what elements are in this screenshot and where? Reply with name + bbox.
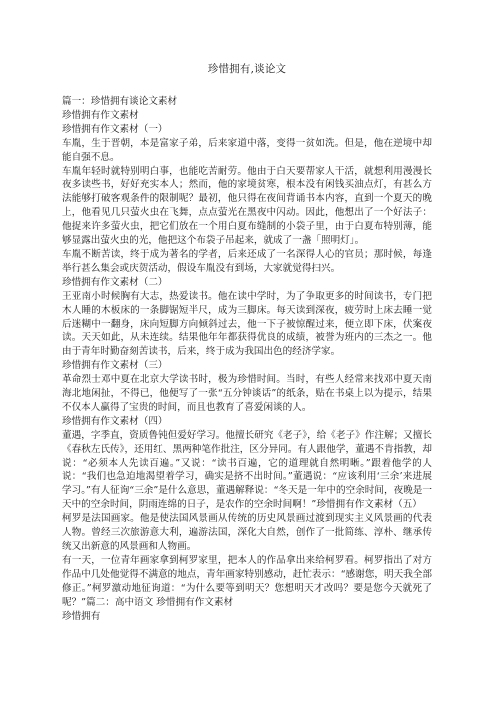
heading-line: 珍惜拥有作文素材（三） xyxy=(62,360,168,372)
paragraph: 车胤年轻时就特别明白事，也能吃苦耐劳。他由于白天要帮家人干活，就想利用漫漫长夜多读些书，好好充实本人；然而，他的家境贫寒，根本没有闲钱买油点灯，有甚么方法能够打破客观条件的限制呢？最初，他只得在夜间背诵书本内容，直到一个夏天的晚上，他看见几只萤火虫在飞舞，点点萤光在黑夜中闪动。因此，他想出了一个好法子：他捉来许多萤火虫，把它们放在一个用白夏布缝制的小袋子里，由于白夏布特别薄，能够显露出萤火虫的光，他把这个布袋子吊起来，就成了一盏「照明灯」。 xyxy=(62,165,432,247)
heading-line: 珍惜拥有作文素材（一） xyxy=(62,123,168,135)
heading-line: 珍惜拥有作文素材（二） xyxy=(62,276,168,288)
paragraph: 车胤，生于晋朝，本是富家子弟，后来家道中落，变得一贫如洗。但是，他在逆境中却能自强不息。 xyxy=(62,137,432,163)
heading-line: 珍惜拥有 xyxy=(62,610,101,622)
paragraph: 有一天，一位青年画家拿到柯罗家里，把本人的作品拿出来给柯罗看。柯罗指出了对方作品中几处他觉得不满意的地点，青年画家特别感动，赶忙表示：“感谢您，明天我全部修正。”柯罗激动地征询道：“为什么要等到明天？您想明天才改吗？要是您今天就死了呢？”篇二：高中语文 珍惜拥有作文素材 xyxy=(62,554,432,608)
paragraph: 董遇，字季直，资质鲁钝但爱好学习。他擅长研究《老子》，给《老子》作注解；又擅长《春秋左氏传》，还用红、黑两种笔作批注，区分异同。有人跟他学，董遇不肯指教，却说：“必须本人先读百遍。”又说：“读书百遍，它的道理就自然明晰。”跟着他学的人说：“我们也急迫地渴望着学习，确实是挤不出时间。”董遇说：“应该利用‘三余’来进展学习。”有人征询“三余”是什么意思，董遇解释说：“冬天是一年中的空余时间，夜晚是一天中的空余时间，阴雨连绵的日子，是农作的空余时间啊！”珍惜拥有作文素材（五） xyxy=(62,429,432,511)
paragraph: 车胤不断苦读，终于成为著名的学者，后来还成了一名深得人心的官员；那时候，每逢举行甚么集会或庆贺活动，假设车胤没有到场，大家就觉得扫兴。 xyxy=(62,248,432,274)
document-title: 珍惜拥有,谈论文 xyxy=(207,63,287,75)
heading-line: 珍惜拥有作文素材（四） xyxy=(62,415,168,427)
heading-line: 珍惜拥有作文素材 xyxy=(62,109,139,121)
paragraph: 革命烈士邓中夏在北京大学读书时，极为珍惜时间。当时，有些人经常来找邓中夏天南海北地闲扯，不得已，他便写了一张“五分钟谈话”的纸条，贴在书桌上以为提示，结果不仅本人赢得了宝贵的时间，而且也教育了喜爱闲谈的人。 xyxy=(62,374,432,413)
paragraph: 王亚南小时候胸有大志，热爱读书。他在读中学时，为了争取更多的时间读书，专门把木人睡的木板床的一条脚锯短半尺，成为三脚床。每天读到深夜，疲劳时上床去睡一觉后迷糊中一翻身，床向短脚方向倾斜过去，他一下子被惊醒过来，便立即下床，伏案夜读。天天如此，从未连续。结果他年年都获得优良的成绩，被誉为班内的三杰之一。他由于青年时勤奋刻苦读书，后来，终于成为我国出色的经济学家。 xyxy=(62,290,432,358)
document-body xyxy=(62,95,432,623)
heading-line: 篇一：珍惜拥有谈论文素材 xyxy=(62,96,178,107)
paragraph: 柯罗是法国画家。他是使法国风景画从传统的历史风景画过渡到现实主义风景画的代表人物。曾经三次旅游意大利，遍游法国，深化大自然，创作了一批简练、淳朴、继承传统又出新意的风景画和人物画。 xyxy=(62,513,432,552)
